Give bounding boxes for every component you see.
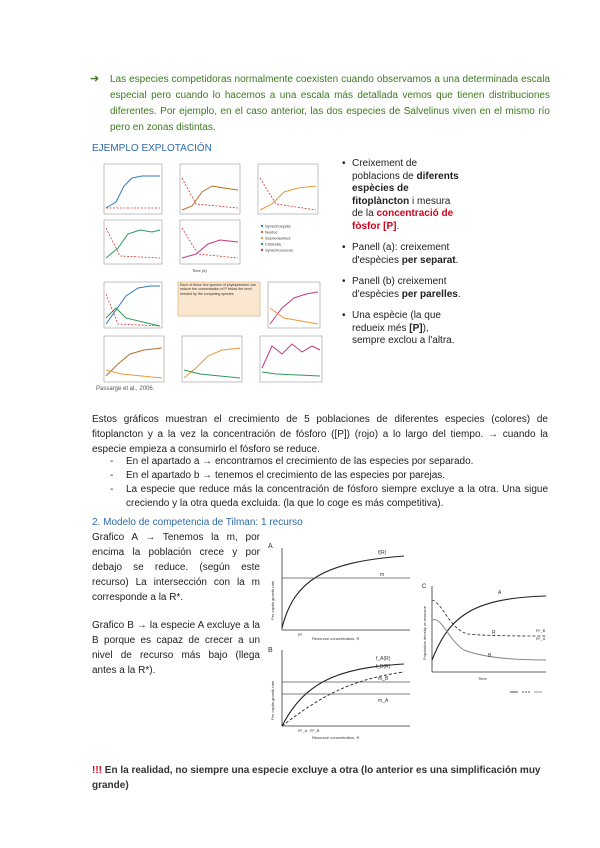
svg-text:Resource concentration, R: Resource concentration, R (312, 636, 360, 641)
time-axis-label: Time (d) (192, 268, 207, 273)
explanation-paragraph: Estos gráficos muestran el crecimiento de 5 poblaciones de diferentes especies (colores) de fitoplancton y a la vez la concentración de fósforo ([P]) (rojo) a lo largo del tiempo. → cuando la especie empieza a consumirlo el fósforo se reduce. (92, 414, 548, 455)
curve-f-r (282, 556, 404, 628)
svg-text:R*: R* (298, 632, 303, 637)
grafico-b-text: Grafico B → la especie A excluye a la B porque es capaz de crecer a un nivel de recurso más bajo (llega antes a la R*). (92, 620, 260, 676)
list-item: - En el apartado b → tenemos el crecimiento de las especies por parejas. (110, 469, 548, 483)
chart-a-label: A (268, 543, 273, 550)
svg-text:Per capita growth rate: Per capita growth rate (270, 680, 275, 720)
tilman-chart-b (264, 644, 414, 742)
list-item: - La especie que reduce más la concentración de fósforo siempre excluye a la otra. Una sigue creciendo y la otra queda excluida. (la que lo coge es más competitiva). (110, 483, 548, 511)
svg-text:f_A(R): f_A(R) (376, 656, 391, 662)
svg-text:f(R): f(R) (378, 550, 387, 556)
svg-text:m_B: m_B (378, 676, 389, 682)
svg-text:f_B(R): f_B(R) (376, 664, 391, 670)
bullet-2: • Panell (a): creixement d'espècies per separat. (342, 242, 462, 267)
figure-callout: Each of these five species of phytoplankton can reduce the concentration of P below the level needed by the competing species (180, 283, 256, 296)
intro-paragraph: Las especies competidoras normalmente coexisten cuando observamos a una determinada escala especial pero cuando lo hacemos a una escala más detallada vemos que tienen distribuciones diferentes. Por ejemplo, en el caso anterior, las dos especies de Salvelinus viven en el mismo río pero en zonas distintas. (110, 74, 550, 133)
svg-text:A: A (498, 590, 502, 596)
section-title-tilman: 2. Modelo de competencia de Tilman: 1 recurso (92, 517, 303, 528)
legend-entry: Scenedesmus (265, 235, 291, 241)
svg-text:R*_A: R*_A (298, 728, 308, 733)
svg-text:R*_B: R*_B (310, 728, 320, 733)
legend-entry: Synechocystis (265, 223, 291, 229)
legend-entry: Chlorella (265, 241, 281, 247)
bullet-1: • Creixement de poblacions de diferents espècies de fitoplàncton i mesura de la concentració de fòsfor [P]. (342, 158, 462, 233)
chart-b-label: B (268, 647, 273, 654)
svg-text:m: m (380, 572, 385, 578)
svg-text:R*_B: R*_B (536, 628, 546, 633)
svg-text:R: R (492, 630, 496, 636)
figure-credit: Passarge et al., 2006. (96, 386, 155, 392)
svg-text:m_A: m_A (378, 698, 389, 704)
warning-exclamation: !!! (92, 765, 102, 776)
legend-entry: Synechococcus (265, 247, 294, 253)
chart-c-label: C (422, 584, 427, 590)
svg-text:Resource concentration, R: Resource concentration, R (312, 735, 360, 740)
svg-text:B: B (488, 653, 492, 659)
tilman-chart-c (418, 580, 550, 698)
section-title-exploitation: EJEMPLO EXPLOTACIÓN (92, 143, 212, 154)
grafico-a-text: Grafico A → Tenemos la m, por encima la población crece y por debajo se reduce. (según este recurso) La intersección con la m corresponde a la R*. (92, 532, 260, 603)
final-note: !!! En la realidad, no siempre una especie excluye a otra (lo anterior es una simplificación muy grande) (92, 765, 541, 791)
tilman-chart-a (264, 540, 414, 642)
svg-text:Per capita growth rate: Per capita growth rate (270, 580, 275, 620)
explanation-list (110, 455, 548, 511)
svg-text:Time: Time (478, 676, 487, 681)
bullet-4: • Una espècie (la que redueix més [P]), sempre exclou a l'altra. (342, 310, 462, 348)
svg-text:R*_A: R*_A (536, 636, 546, 641)
legend-entry: Nostoc (265, 229, 278, 235)
phytoplankton-figure (92, 158, 334, 394)
bullet-3: • Panell (b) creixement d'espècies per parelles. (342, 276, 462, 301)
list-item: - En el apartado a → encontramos el crecimiento de las especies por separado. (110, 455, 548, 469)
svg-text:Population density or resource: Population density or resource (422, 605, 427, 660)
arrow-icon: ➜ (90, 73, 100, 85)
figure-bullets (342, 158, 462, 357)
